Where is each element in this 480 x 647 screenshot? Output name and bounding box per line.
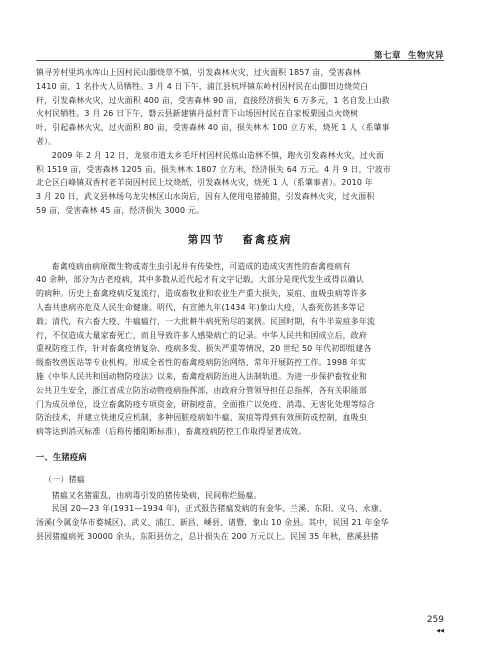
text-line: 59 亩，受害森林 45 亩，经济损失 3000 元。 <box>36 205 205 215</box>
swine-fever-definition: 猪瘟又名猪霍乱，由病毒引发的猪传染病，民间称烂肠瘟。 <box>51 490 262 500</box>
page-number-value: 259 <box>426 615 444 625</box>
text-line: 防治技术，并建立快速反应机制，多种因脏疫病如牛瘟、炭疽等得到有效预防或控制，血吸虫 <box>36 413 367 423</box>
heading-swine-diseases: 一、生猪疫病 <box>36 451 87 462</box>
chapter-number: 第七章 <box>374 51 402 61</box>
text-line: 门为成员单位，设立畜禽防疫专项资金，研制疫苗，全面推广以免疫、消毒、无害化处理等综合 <box>36 399 375 409</box>
text-line: 人畜共患病亦危及人民生命健康。明代，有宣德九年(1434 年)象山大疫，人畜死伤甚多等记 <box>36 302 365 312</box>
text-line: 1410 亩，1 名扑火人员牺牲。3 月 4 日下午，浦江县杭坪镇东岭村因村民在山脚田边烧荧白 <box>36 81 369 91</box>
paragraph-2009 <box>36 149 444 218</box>
text-line: 的病种。历史上畜禽疫病反复流行，造成畜牧业和农业生产重大损失，炭疽、血吸虫病等许多 <box>36 289 367 299</box>
text-line: 火村民牺牲。3 月 26 日下午，磐云县新建镇丹益村青下山场因村民在自家板栗园点火烧树 <box>36 109 359 119</box>
section-number: 第四节 <box>187 233 226 246</box>
text-line: 40 余种，部分为古老疫病，其中多数从近代起才有文字记载，大部分是现代发生或得以确认 <box>36 275 364 285</box>
text-line: 叶，引起森林火灾，过火面积 80 亩，受害森林 40 亩，损失林木 100 立方米，烧死 1 人（系肇事 <box>36 123 390 133</box>
text-line: 公共卫生安全，浙江省成立防治动物疫病指挥部，由政府分管领导担任总指挥，各有关职能部 <box>36 385 367 395</box>
swine-fever-paragraph <box>36 502 444 543</box>
text-line: 重视防疫工作，针对畜禽疫情复杂、疫病多发、损失严重等情况，20 世纪 50 年代初即组建各 <box>36 344 372 354</box>
section-title <box>36 234 444 248</box>
continued-paragraph <box>36 66 444 149</box>
text-line: 施《中华人民共和国动物防疫法》以来，畜禽疫病防治进入法制轨道。为进一步保护畜牧业和 <box>36 371 367 381</box>
page-number-mark: ◀◀ <box>436 628 444 634</box>
text-line: 畜禽疫病由病原微生物或寄生虫引起并有传染性，可造成的造成灾害性的畜禽疫病有 <box>51 261 351 271</box>
section-name: 畜禽疫病 <box>242 233 293 246</box>
text-line: 行，不仅造成大量家畜死亡，而且导致许多人感染病亡的记录。中华人民共和国成立后，政府 <box>36 330 367 340</box>
text-line: 者）。 <box>36 136 57 146</box>
header-rule <box>36 60 444 61</box>
text-line: 汤溪(今属金华市婺城区)、武义、浦江、新昌、嵊县、诸暨、象山 10 余县。其中，民国 21 年金华 <box>36 518 389 528</box>
text-line: 2009 年 2 月 12 日，龙泉市道太乡毛圩村因村民炼山造林不慎，跑火引发森林火灾，过火面 <box>51 150 385 160</box>
text-line: 镇寻芳村里坞水库山上因村民山脚烧草不慎，引发森林火灾，过火面积 1857 亩，受害森林 <box>36 68 361 77</box>
text-line: 积 1519 亩，受害森林 1205 亩，损失林木 1807 立方米，经济损失 64 万元。4 月 9 日，宁波市 <box>36 164 391 174</box>
text-line: 级畜牧兽医站等专业机构，形成全省性的畜禽疫病防治网络，常年开展防控工作。1998 年实 <box>36 358 367 368</box>
text-line: 3 月 20 日，武义县林场乌龙尖林区山水岗后，因有人使用电猪捕猎，引发森林火灾，过火面积 <box>36 192 375 202</box>
chapter-title: 生物灾异 <box>407 51 444 61</box>
text-line: 北仑区白峰镇双香村老羊岗因村民上坟烧纸，引发森林火灾，烧死 1 人（系肇事者）。2010 年 <box>36 178 373 188</box>
heading-swine-fever: （一）猪瘟 <box>44 474 85 484</box>
intro-paragraph <box>36 260 444 439</box>
page-number <box>420 615 444 635</box>
text-line: 载；清代，有六畜大疫、牛瘟瘟行，一大批耕牛病死殆尽的案例。民国时期，有牛半炭疽多年流 <box>36 316 375 326</box>
text-line: 秆，引发森林火灾，过火面积 400 亩，受害森林 90 亩，直接经济损失 6 万多元，1 名自发上山救 <box>36 95 390 105</box>
page-body <box>36 66 444 544</box>
text-line: 民国 20—23 年(1931—1934 年)，正式报告猪瘟发病的有金华、兰溪、东阳、义乌、永康、 <box>51 504 388 514</box>
text-line: 病等达到消灭标准（后称传播阻断标准），畜禽疫病防控工作取得显著成效。 <box>36 427 307 437</box>
text-line: 县因猪瘟病死 30000 余头，东阳县仿之，总计损失在 200 万元以上。民国 35 年秋，慈溪县猪 <box>36 531 379 541</box>
